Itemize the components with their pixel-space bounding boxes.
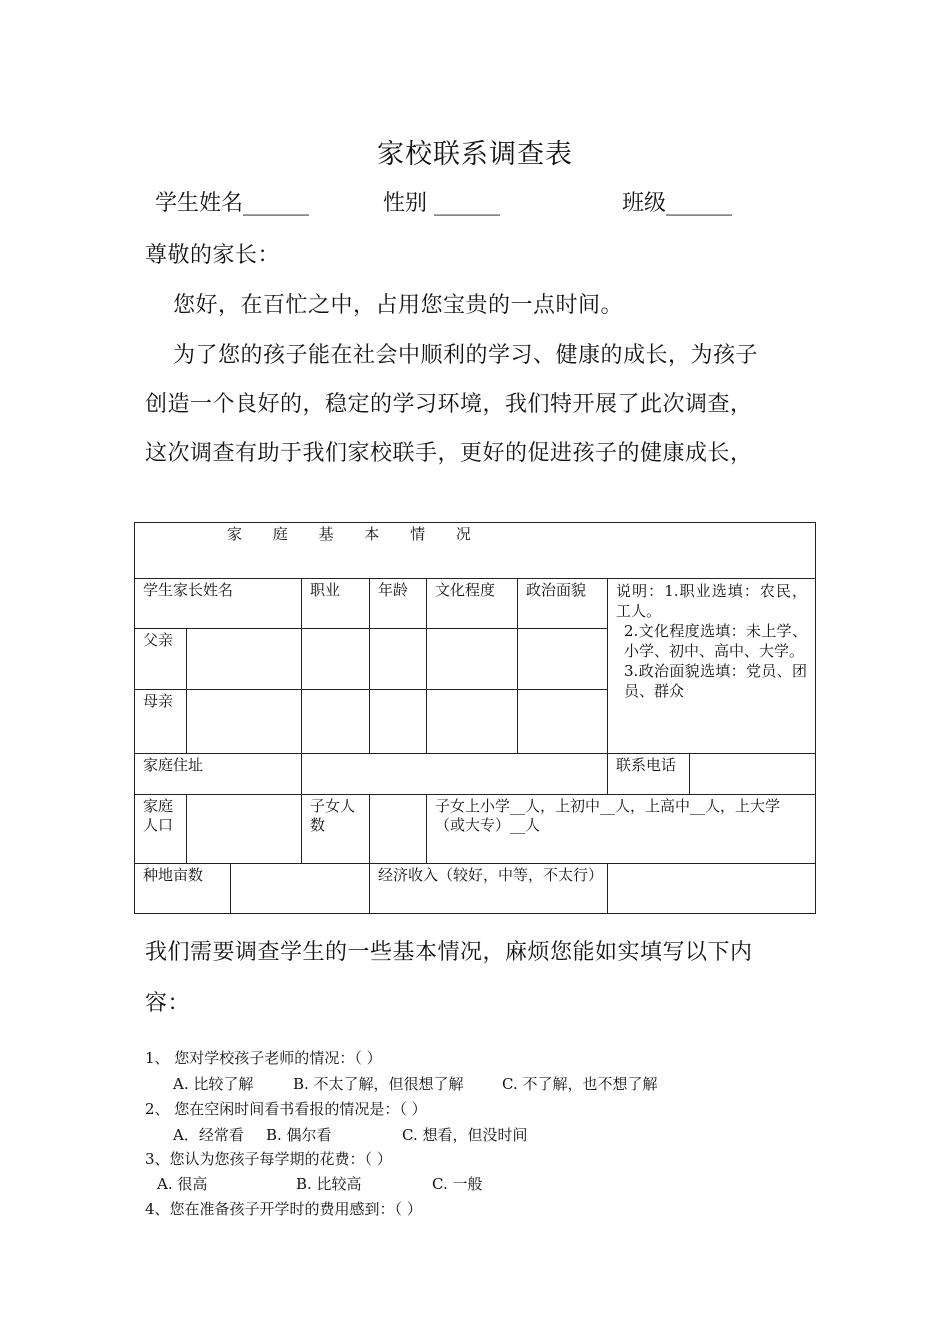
question-4: 4、您在准备孩子开学时的费用感到：（ ） <box>145 1200 422 1218</box>
mother-pol-cell[interactable] <box>518 690 608 754</box>
income-cell[interactable] <box>608 864 816 914</box>
q2-option-b[interactable]: B. 偶尔看 <box>266 1126 332 1144</box>
q2-option-a[interactable]: A．经常看 <box>173 1126 244 1144</box>
family-size-cell[interactable] <box>187 795 302 864</box>
intro-line-1: 我们需要调查学生的一些基本情况，麻烦您能如实填写以下内 <box>145 940 753 965</box>
col-age: 年龄 <box>370 579 427 629</box>
father-name-cell[interactable] <box>187 629 302 690</box>
page-title: 家校联系调查表 <box>377 139 573 170</box>
income-label: 经济收入（较好，中等，不太行） <box>370 864 608 914</box>
mother-age-cell[interactable] <box>370 690 427 754</box>
question-3: 3、您认为您孩子每学期的花费：（ ） <box>145 1150 392 1168</box>
phone-label: 联系电话 <box>608 754 690 795</box>
mother-label: 母亲 <box>135 690 187 754</box>
greeting: 尊敬的家长： <box>145 243 281 268</box>
col-education: 文化程度 <box>427 579 518 629</box>
question-2: 2、 您在空闲时间看书看报的情况是：（ ） <box>145 1100 427 1118</box>
land-cell[interactable] <box>231 864 370 914</box>
land-label: 种地亩数 <box>135 864 231 914</box>
mother-edu-cell[interactable] <box>427 690 518 754</box>
col-occupation: 职业 <box>302 579 370 629</box>
class-field[interactable]: 班级______ <box>622 191 733 216</box>
paragraph-1: 您好，在百忙之中，占用您宝贵的一点时间。 <box>173 293 624 318</box>
address-cell[interactable] <box>302 754 608 795</box>
q3-option-b[interactable]: B. 比较高 <box>296 1175 362 1193</box>
children-detail: 子女上小学__人，上初中__人，上高中__人，上大学（或大专）__人 <box>427 795 816 864</box>
father-pol-cell[interactable] <box>518 629 608 690</box>
father-age-cell[interactable] <box>370 629 427 690</box>
children-count-cell[interactable] <box>370 795 427 864</box>
paragraph-2-line-3: 这次调查有助于我们家校联手，更好的促进孩子的健康成长， <box>145 441 753 466</box>
father-job-cell[interactable] <box>302 629 370 690</box>
col-parent-name: 学生家长姓名 <box>135 579 302 629</box>
mother-name-cell[interactable] <box>187 690 302 754</box>
family-size-label: 家庭人口 <box>135 795 187 864</box>
gender-field[interactable]: 性别 ______ <box>383 191 500 216</box>
q2-option-c[interactable]: C. 想看，但没时间 <box>402 1126 528 1144</box>
table-header: 家 庭 基 本 情 况 <box>135 523 816 579</box>
q3-option-a[interactable]: A. 很高 <box>157 1175 208 1193</box>
phone-cell[interactable] <box>690 754 816 795</box>
children-label: 子女人数 <box>302 795 370 864</box>
mother-job-cell[interactable] <box>302 690 370 754</box>
note-2: 2.文化程度选填：未上学、小学、初中、高中、大学。 <box>624 622 808 660</box>
address-label: 家庭住址 <box>135 754 302 795</box>
note-3: 3.政治面貌选填：党员、团员、群众 <box>624 662 808 700</box>
father-edu-cell[interactable] <box>427 629 518 690</box>
family-info-table <box>134 522 816 914</box>
question-1: 1、 您对学校孩子老师的情况：（ ） <box>145 1049 382 1067</box>
q1-option-a[interactable]: A. 比较了解 <box>173 1075 254 1093</box>
paragraph-2-line-2: 创造一个良好的，稳定的学习环境，我们特开展了此次调查， <box>145 392 753 417</box>
table-note <box>608 579 816 754</box>
note-1: 说明：1.职业选填：农民，工人。 <box>616 582 808 620</box>
intro-line-2: 容： <box>145 991 191 1016</box>
q1-option-c[interactable]: C. 不了解，也不想了解 <box>502 1075 658 1093</box>
q3-option-c[interactable]: C. 一般 <box>432 1175 483 1193</box>
paragraph-2-line-1: 为了您的孩子能在社会中顺利的学习、健康的成长，为孩子 <box>173 343 759 368</box>
col-political: 政治面貌 <box>518 579 608 629</box>
q1-option-b[interactable]: B. 不太了解，但很想了解 <box>293 1075 464 1093</box>
student-name-field[interactable]: 学生姓名______ <box>155 191 310 216</box>
father-label: 父亲 <box>135 629 187 690</box>
